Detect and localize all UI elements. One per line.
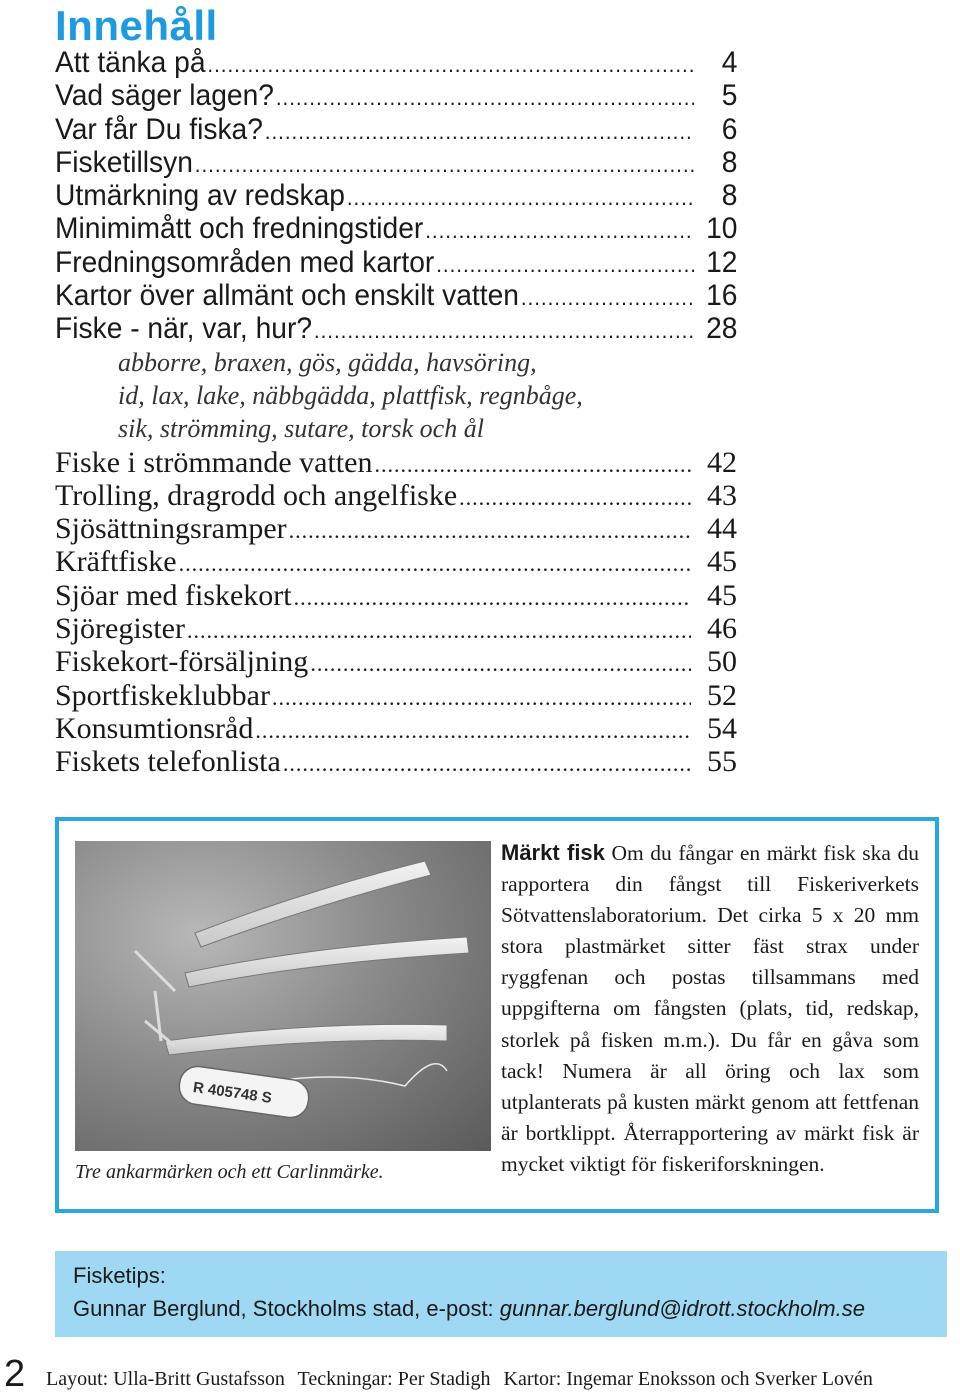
page-title: Innehåll xyxy=(55,2,218,49)
tips-contact xyxy=(73,1292,929,1325)
toc-entry[interactable] xyxy=(55,312,737,345)
toc-entry[interactable] xyxy=(55,279,737,312)
toc-entry-page: 45 xyxy=(707,578,737,612)
toc-dot-leader xyxy=(283,747,691,780)
toc-entry[interactable] xyxy=(55,79,737,112)
toc-entry-page: 5 xyxy=(721,79,738,113)
toc-entry-page: 43 xyxy=(707,478,737,512)
toc-entry-title: Fiskekort-försäljning xyxy=(55,645,309,679)
toc-entry[interactable] xyxy=(55,212,737,245)
toc-dot-leader xyxy=(436,248,694,281)
toc-entry-title: Var får Du fiska? xyxy=(55,112,263,146)
toc-entry-page: 16 xyxy=(706,279,738,313)
toc-entry-page: 6 xyxy=(721,112,738,146)
toc-species-line: id, lax, lake, näbbgädda, plattfisk, regnbåge, xyxy=(118,380,583,410)
tips-email-link[interactable]: gunnar.berglund@idrott.stockholm.se xyxy=(499,1296,865,1321)
toc-entry-title: Sjöar med fiskekort xyxy=(55,578,292,612)
toc-entry-page: 8 xyxy=(721,179,738,213)
toc-entry-title: Fiskets telefonlista xyxy=(55,745,281,779)
toc-entry[interactable] xyxy=(55,512,737,545)
toc-entry-page: 28 xyxy=(706,312,738,346)
toc-entry[interactable] xyxy=(55,745,737,778)
toc-entry-page: 54 xyxy=(707,711,737,745)
toc-entry[interactable] xyxy=(55,146,737,179)
article-title: Märkt fisk xyxy=(501,840,605,865)
toc-dot-leader xyxy=(374,448,691,481)
toc-dot-leader xyxy=(255,714,691,747)
photo-caption: Tre ankarmärken och ett Carlinmärke. xyxy=(75,1161,384,1183)
toc-entry-title: Att tänka på xyxy=(55,46,206,79)
toc-entry-page: 10 xyxy=(706,212,738,246)
toc-entry-title: Utmärkning av redskap xyxy=(55,179,345,213)
toc-entry-title: Trolling, dragrodd och angelfiske xyxy=(55,478,458,512)
toc-entry-title: Fisketillsyn xyxy=(55,145,193,179)
toc-entry-page: 50 xyxy=(707,645,737,679)
toc-entry-page: 45 xyxy=(707,545,737,579)
toc-entry-title: Sjöregister xyxy=(55,612,185,646)
toc-dot-leader xyxy=(459,481,691,514)
page-number: 2 xyxy=(4,1353,26,1395)
toc-entry-page: 42 xyxy=(707,445,737,479)
toc-dot-leader xyxy=(195,148,694,181)
toc-entry-title: Kartor över allmänt och enskilt vatten xyxy=(55,279,519,313)
toc-species-line: sik, strömming, sutare, torsk och ål xyxy=(118,414,484,444)
toc-entry-title: Fiske i strömmande vatten xyxy=(55,445,373,479)
toc-entry[interactable] xyxy=(55,179,737,212)
toc-entry[interactable] xyxy=(55,579,737,612)
toc-entry-page: 8 xyxy=(721,145,738,179)
toc-dot-leader xyxy=(347,181,694,214)
toc-entry-title: Kräftfiske xyxy=(55,545,177,579)
toc-entry-page: 44 xyxy=(707,512,737,546)
toc-entry[interactable] xyxy=(55,113,737,146)
toc-dot-leader xyxy=(276,81,694,114)
tagged-fish-info-box xyxy=(55,817,939,1213)
toc-entry[interactable] xyxy=(55,446,737,479)
toc-dot-leader xyxy=(289,514,691,547)
toc-entry[interactable] xyxy=(55,612,737,645)
toc-entry-title: Minimimått och fredningstider xyxy=(55,212,424,246)
credit-layout: Layout: Ulla-Britt Gustafsson xyxy=(46,1368,285,1390)
credit-maps: Kartor: Ingemar Enoksson och Sverker Lovén xyxy=(503,1368,873,1390)
photo-tag-label: R 405748 S xyxy=(191,1078,273,1107)
toc-dot-leader xyxy=(207,48,694,81)
article-body: Om du fångar en märkt fisk ska du rapportera din fångst till Fiskeriverkets Sötvattenslaboratorium. Det cirka 5 x 20 mm stora plastmärket sitter fäst strax under ryggfenan och postas tillsammans med uppgifterna om fångsten (plats, tid, redskap, storlek på fisken m.m.). Du får en gåva som tack! Numera är all öring och lax som utplanterats på kusten märkt genom att fettfenan är bortklippt. Återrapportering av märkt fisk är mycket viktigt för fiskeriforskningen. xyxy=(501,841,919,1176)
toc-dot-leader xyxy=(425,214,694,247)
toc-species-line: abborre, braxen, gös, gädda, havsöring, xyxy=(118,347,537,377)
toc-entry-title: Vad säger lagen? xyxy=(55,79,274,113)
toc-entry-title: Fredningsområden med kartor xyxy=(55,245,435,279)
toc-entry-page: 55 xyxy=(707,745,737,779)
toc-entry[interactable] xyxy=(55,712,737,745)
toc-entry-title: Sportfiskeklubbar xyxy=(55,678,270,712)
toc-entry[interactable] xyxy=(55,479,737,512)
toc-dot-leader xyxy=(314,314,694,347)
toc-entry[interactable] xyxy=(55,545,737,578)
toc-entry[interactable] xyxy=(55,246,737,279)
toc-entry[interactable] xyxy=(55,645,737,678)
credits xyxy=(46,1368,881,1391)
toc-entry[interactable] xyxy=(55,46,737,79)
credit-drawings: Teckningar: Per Stadigh xyxy=(297,1368,491,1390)
toc-dot-leader xyxy=(187,614,691,647)
toc-entry[interactable] xyxy=(55,679,737,712)
toc-entry-page: 52 xyxy=(707,678,737,712)
toc-dot-leader xyxy=(179,547,691,580)
toc-entry-title: Sjösättningsramper xyxy=(55,512,287,546)
tagged-fish-article xyxy=(501,837,919,1180)
toc-dot-leader xyxy=(272,681,691,714)
toc-dot-leader xyxy=(294,581,691,614)
tips-contact-text: Gunnar Berglund, Stockholms stad, e-post: xyxy=(73,1296,500,1321)
toc-entry-page: 4 xyxy=(721,46,738,79)
fish-tags-photo xyxy=(75,841,491,1151)
toc-dot-leader xyxy=(521,281,694,314)
fish-tags-illustration xyxy=(75,841,491,1151)
fishing-tips-box xyxy=(55,1251,947,1337)
toc-entry-page: 12 xyxy=(706,245,738,279)
tips-label: Fisketips: xyxy=(73,1263,166,1288)
toc-entry-title: Konsumtionsråd xyxy=(55,711,254,745)
page-footer xyxy=(0,1353,960,1398)
table-of-contents xyxy=(55,46,737,779)
toc-dot-leader xyxy=(265,115,694,148)
toc-entry-title: Fiske - när, var, hur? xyxy=(55,312,313,346)
toc-entry-page: 46 xyxy=(707,612,737,646)
toc-dot-leader xyxy=(310,647,691,680)
